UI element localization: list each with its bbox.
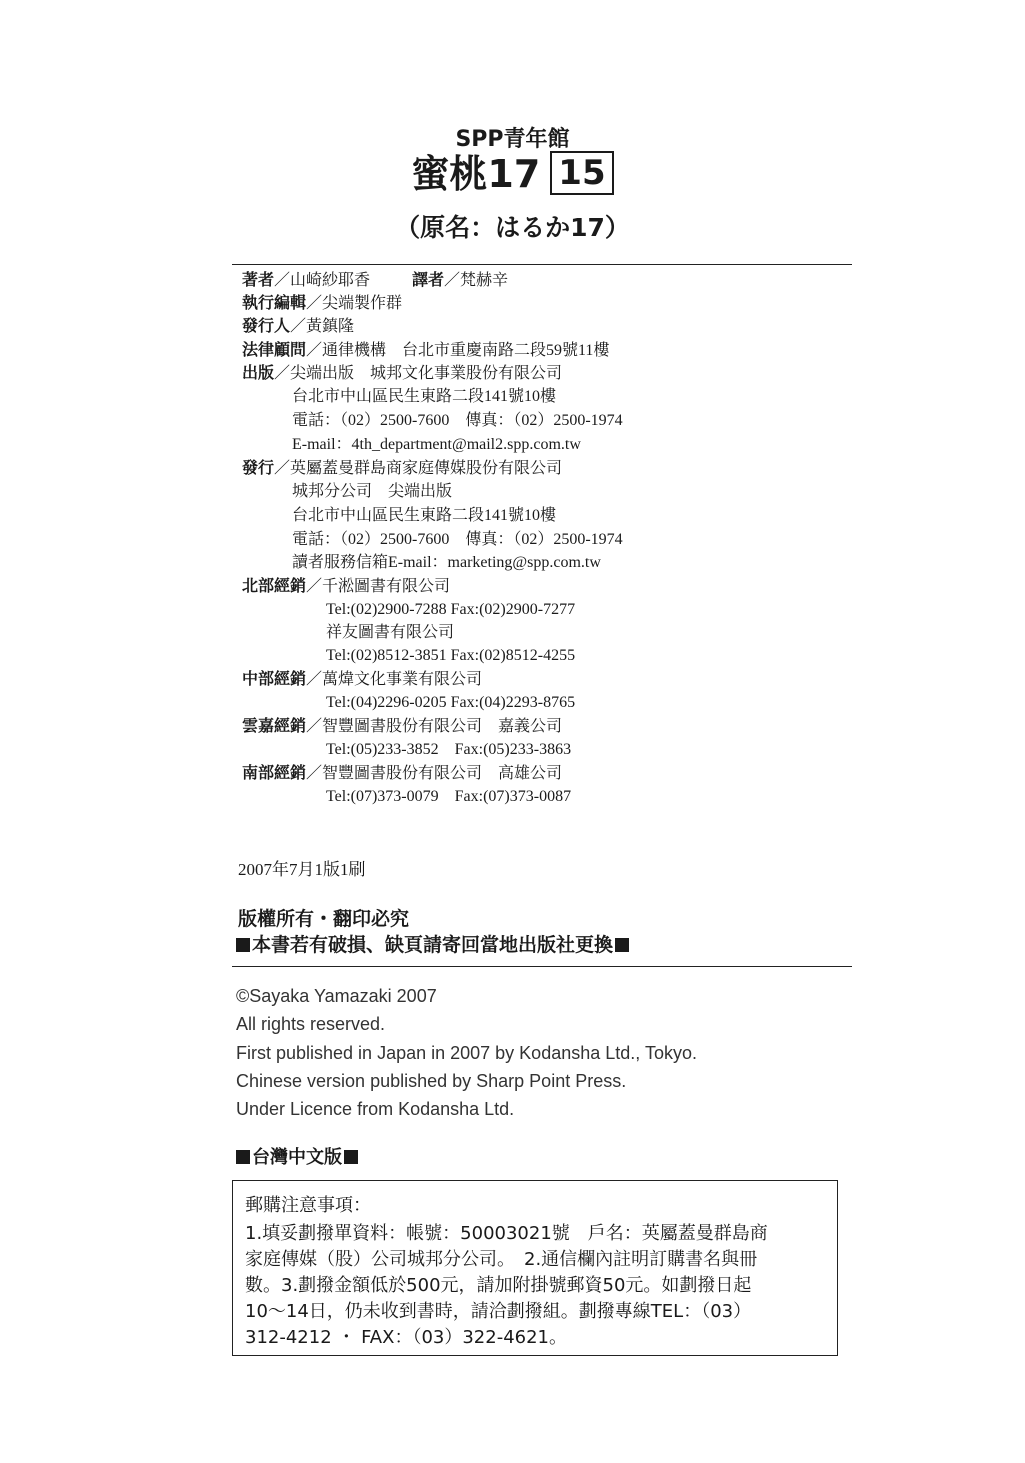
square-bullet-icon — [236, 938, 250, 952]
english-copyright-line: Under Licence from Kodansha Ltd. — [236, 1099, 515, 1119]
mail-order-line: 312-4212 ・ FAX：（03）322-4621。 — [245, 1327, 568, 1348]
distribute-line: 城邦分公司 尖端出版 — [292, 483, 453, 500]
replacement-notice-text: 本書若有破損、缺頁請寄回當地出版社更換 — [252, 934, 614, 956]
distribute-label: 發行 — [242, 458, 275, 477]
author-label: 著者 — [242, 270, 275, 289]
divider-middle — [232, 966, 852, 967]
legal-label: 法律顧問 — [242, 340, 307, 359]
credit-publish — [242, 361, 562, 385]
credit-author — [242, 268, 370, 292]
mail-order-line: 家庭傳媒（股）公司城邦分公司。 2.通信欄內註明訂購書名與冊 — [245, 1249, 758, 1270]
central-line: ／萬煒文化事業有限公司 — [306, 671, 483, 688]
north-line: 祥友圖書有限公司 — [326, 624, 455, 641]
distribute-line: ／英屬蓋曼群島商家庭傳媒股份有限公司 — [274, 460, 563, 477]
english-copyright-line: ©Sayaka Yamazaki 2007 — [236, 986, 437, 1006]
central-line: Tel:(04)2296-0205 Fax:(04)2293-8765 — [326, 694, 576, 711]
edition-date: 2007年7月1版1刷 — [238, 860, 366, 879]
book-title-row — [0, 150, 1025, 198]
square-bullet-icon — [236, 1150, 250, 1164]
chiayi-line: ／智豐圖書股份有限公司 嘉義公司 — [306, 718, 563, 735]
series-name: SPP青年館 — [455, 127, 570, 152]
publisher-person-value: ／黃鎮隆 — [290, 318, 355, 335]
taiwan-edition-text: 台灣中文版 — [252, 1147, 342, 1168]
mail-order-line: 數。3.劃撥金額低於500元，請加附掛號郵資50元。如劃撥日起 — [245, 1275, 752, 1296]
mail-order-line: 1.填妥劃撥單資料：帳號：50003021號 戶名：英屬蓋曼群島商 — [245, 1223, 768, 1244]
english-copyright-line: Chinese version published by Sharp Point Press. — [236, 1071, 627, 1091]
square-bullet-icon — [615, 938, 629, 952]
credit-central-distributor — [242, 667, 482, 691]
book-title: 蜜桃17 — [411, 152, 541, 196]
north-label: 北部經銷 — [242, 576, 307, 595]
english-copyright-line: First published in Japan in 2007 by Kodansha Ltd., Tokyo. — [236, 1043, 697, 1063]
chiayi-line: Tel:(05)233-3852 Fax:(05)233-3863 — [326, 741, 572, 758]
mail-order-line: 10～14日，仍未收到書時，請洽劃撥組。劃撥專線TEL：（03） — [245, 1301, 752, 1322]
taiwan-edition-label — [234, 1143, 360, 1169]
publisher-person-label: 發行人 — [242, 316, 291, 335]
publish-line: E-mail：4th_department@mail2.spp.com.tw — [292, 436, 581, 453]
central-label: 中部經銷 — [242, 669, 307, 688]
square-bullet-icon — [344, 1150, 358, 1164]
credit-publisher-person — [242, 314, 354, 338]
mail-order-box — [232, 1180, 838, 1356]
credit-south-distributor — [242, 761, 562, 785]
mail-order-heading: 郵購注意事項： — [245, 1195, 371, 1216]
distribute-line: 讀者服務信箱E-mail：marketing@spp.com.tw — [292, 554, 601, 571]
translator-label: 譯者 — [412, 270, 445, 289]
publish-line: ／尖端出版 城邦文化事業股份有限公司 — [274, 365, 563, 382]
north-line: ／千淞圖書有限公司 — [306, 578, 451, 595]
rights-notice: 版權所有・翻印必究 — [238, 908, 410, 930]
chiayi-label: 雲嘉經銷 — [242, 716, 307, 735]
replacement-notice — [234, 930, 631, 957]
credit-editor — [242, 291, 402, 315]
credit-distribute — [242, 456, 562, 480]
south-label: 南部經銷 — [242, 763, 307, 782]
publish-line: 電話：（02）2500-7600 傳真：（02）2500-1974 — [292, 412, 623, 429]
credit-chiayi-distributor — [242, 714, 562, 738]
divider-top — [232, 264, 852, 265]
publish-line: 台北市中山區民生東路二段141號10樓 — [292, 388, 557, 405]
credit-legal — [242, 338, 609, 362]
credit-north-distributor — [242, 574, 450, 598]
translator-value: ／梵赫辛 — [444, 272, 509, 289]
editor-value: ／尖端製作群 — [306, 295, 403, 312]
distribute-line: 電話：（02）2500-7600 傳真：（02）2500-1974 — [292, 531, 623, 548]
english-copyright-line: All rights reserved. — [236, 1014, 386, 1034]
north-line: Tel:(02)2900-7288 Fax:(02)2900-7277 — [326, 601, 576, 618]
north-line: Tel:(02)8512-3851 Fax:(02)8512-4255 — [326, 647, 576, 664]
distribute-line: 台北市中山區民生東路二段141號10樓 — [292, 507, 557, 524]
original-title: （原名：はるか17） — [395, 213, 630, 242]
volume-number: 15 — [550, 151, 613, 195]
south-line: Tel:(07)373-0079 Fax:(07)373-0087 — [326, 788, 572, 805]
credit-translator — [412, 268, 508, 292]
south-line: ／智豐圖書股份有限公司 高雄公司 — [306, 765, 563, 782]
editor-label: 執行編輯 — [242, 293, 307, 312]
publish-label: 出版 — [242, 363, 275, 382]
author-value: ／山崎紗耶香 — [274, 272, 371, 289]
legal-value: ／通律機構 台北市重慶南路二段59號11樓 — [306, 342, 610, 359]
